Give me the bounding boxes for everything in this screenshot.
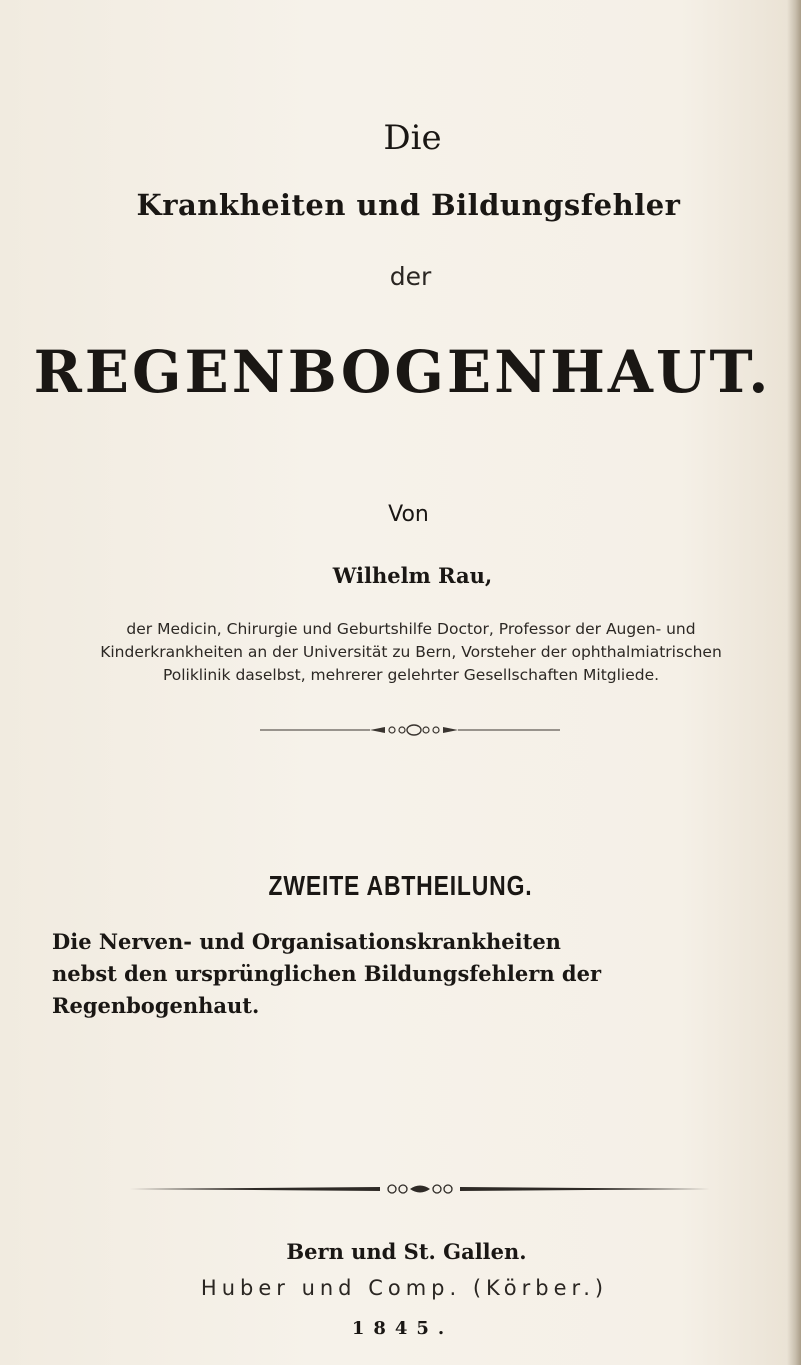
title-line-2: REGENBOGENHAUT.: [33, 338, 772, 406]
imprint-publisher: Huber und Comp. (Körber.): [200, 1276, 609, 1300]
part-label: ZWEITE ABTHEILUNG.: [268, 870, 533, 901]
author-description-line: Kinderkrankheiten an der Universität zu Bern, Vorsteher der ophthalmiatrischen: [100, 643, 722, 661]
author-name: Wilhelm Rau,: [332, 563, 493, 588]
part-subtitle-line: Die Nerven- und Organisationskrankheiten: [52, 929, 561, 954]
by-label: Von: [388, 502, 429, 527]
ornament-divider-icon: [260, 720, 560, 740]
heading-der: der: [389, 262, 432, 291]
heading-die: Die: [383, 118, 442, 158]
part-subtitle-line: nebst den ursprünglichen Bildungsfehlern der: [52, 961, 602, 986]
imprint-place: Bern und St. Gallen.: [286, 1239, 527, 1264]
part-subtitle: [52, 926, 752, 1022]
ornament-rule-icon: [130, 1178, 710, 1200]
part-subtitle-line: Regenbogenhaut.: [52, 993, 260, 1018]
author-description-line: der Medicin, Chirurgie und Geburtshilfe Doctor, Professor der Augen- und: [126, 620, 696, 638]
author-description-line: Poliklinik daselbst, mehrerer gelehrter Gesellschaften Mitgliede.: [162, 666, 660, 684]
title-line-1: Krankheiten und Bildungsfehler: [136, 188, 681, 222]
author-description: [56, 618, 766, 687]
imprint-year: 1845.: [351, 1318, 454, 1339]
